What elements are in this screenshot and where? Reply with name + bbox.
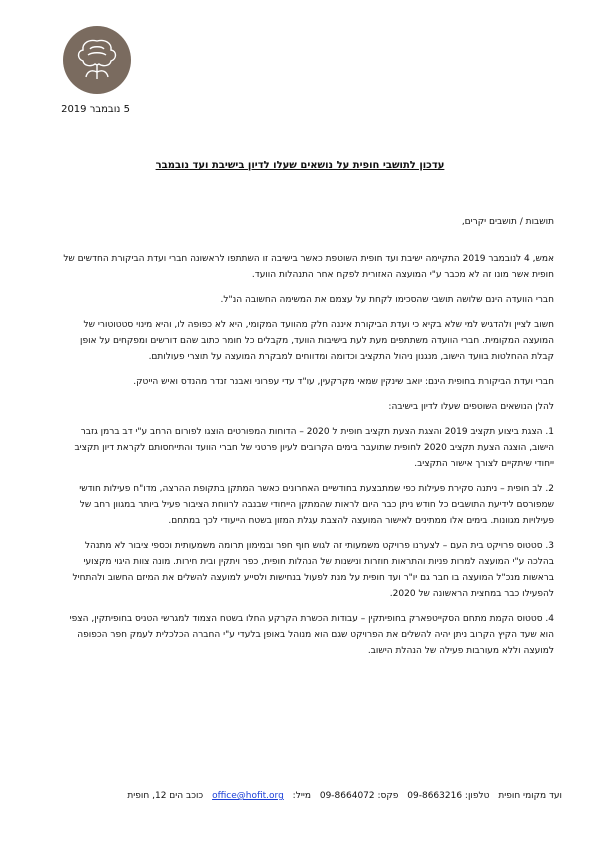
topic-budget: 1. הצגת ביצוע תקציב 2019 והצגת הצעת תקציב חופית ל 2020 – הדוחות המפורטים הוצגו לפורום הרחב ע"י דב ברמן גזבר הישוב, הוצגה הצעת תקציב 2020 לחופית שתועבר בימים הקרובים לעיון פרטני של חברי הוועד והתייחסותם לקראת דיון תקציב ייחודי שיתקיים לצורך אישור התקציב. [74, 427, 554, 469]
greeting: תושבות / תושבים יקרים, [461, 217, 554, 227]
topic-lev-hofit: 2. לב חופית – ניתנה סקירת פעילות כפי שמתבצעת בחודשיים האחרונים כאשר המתקן בתקופת ההרצה, מדו"ח פעילות חודשי שמפורסם לידיעת התושבים כל חודש ניתן כבר היום לראות שהמתקן הייחודי שבנבה לרווחת הציבור פעיל ביותר במגוון רחב של פעילויות מגוונות. בימים אלו ממתינים לאישור המועצה להצבת עגלת המזון בשטח הייעודי לכך במתחם. [79, 484, 554, 526]
topic-skatepark: 4. סטטוס הקמת מתחם הסקייטפארק בחופיתקין – עבודות הכשרת הקרקע החלו בשטח הצמוד למגרשי הטניס בחופיתקין, הצפי הוא שעד הקיץ הקרוב ניתן יהיה להשלים את הפרויקט שגם הוא מנוהל באופן בלעדי ע"י החברה הכלכלית לעמק חפר הכפופה למועצה וללא מעורבות פעילה של הנהלת הישוב. [69, 614, 554, 656]
paragraph-committee-role: חשוב לציין ולהדגיש למי שלא בקיא כי ועדת הביקורת איננה חלק מהוועד המקומי, היא לא כפופה לו, והיא מינוי סטטוטורי של המועצה המקומית. חברי הוועדה משתתפים מעת לעת בישיבות הוועד, מקבלים כל חומר כתוב שהם דורשים ומפקחים על אופן קבלת ההחלטות בוועד הישוב, מנגנון ניהול התקציב וכדומה ומדווחים למבקרת המועצה על תוצרי פעולותם. [80, 320, 554, 362]
footer-phone: טלפון: 09-8663216 [407, 791, 490, 801]
paragraph-topics-intro: להלן הנושאים השוטפים שעלו לדיון בישיבה: [388, 402, 554, 412]
footer [74, 791, 562, 801]
footer-email-link[interactable]: office@hofit.org [212, 791, 284, 801]
paragraph-meeting: אמש, 4 לנובמבר 2019 התקיימה ישיבת ועד חופית השוטפת כאשר בישיבה זו השתתפו לראשונה חברי ועדת הביקורת החדשים של חופית אשר מונו זה לא מכבר ע"י המועצה האזורית לפקח אחר התנהלות הוועד. [63, 254, 554, 280]
footer-org: ועד מקומי חופית [498, 791, 562, 801]
letter-body [62, 214, 554, 668]
document-date: 5 נובמבר 2019 [61, 104, 130, 115]
document-title: עדכון לתושבי חופית על נושאים שעלו לדיון בישיבת ועד נובמבר [155, 160, 445, 171]
paragraph-committee-names: חברי ועדת הביקורת בחופית הינם: יואב שינקין שמאי מקרקעין, עו"ד עדי עפרוני ואבנר זנדר מהנדס ואיש הייטק. [133, 377, 554, 387]
topic-beit-haam: 3. סטטוס פרויקט בית העם – לצערנו פרויקט משמעותי זה לגוש חוף חפר ובמימון תרומה משמעותית וכספי ציבור לא מתנהל בהלכה ע"י המועצה למרות פניות והתראות חוזרות ונישנות של הנהלות חופית, כפר ויתקין ובית חירות. מונה צוות היגוי מקצועי בראשות מנכ"ל המועצה בו חבר גם יו"ר ועד חופית על מנת לפעול בנחישות ולסייע למועצה להשלים את המיזם החשוב ולהתחיל להפעילו כבר במחצית הראשונה של 2020. [72, 541, 554, 599]
footer-address: כוכב הים 12, חופית [127, 791, 204, 801]
footer-fax: פקס: 09-8664072 [319, 791, 399, 801]
footer-email-label: מייל: [292, 791, 311, 801]
logo-seal-icon [62, 25, 132, 95]
paragraph-committee-members: חברי הוועדה הינם שלושה תושבי שהסכימו לקחת על עצמם את המשימה החשובה הנ"ל. [220, 295, 554, 305]
